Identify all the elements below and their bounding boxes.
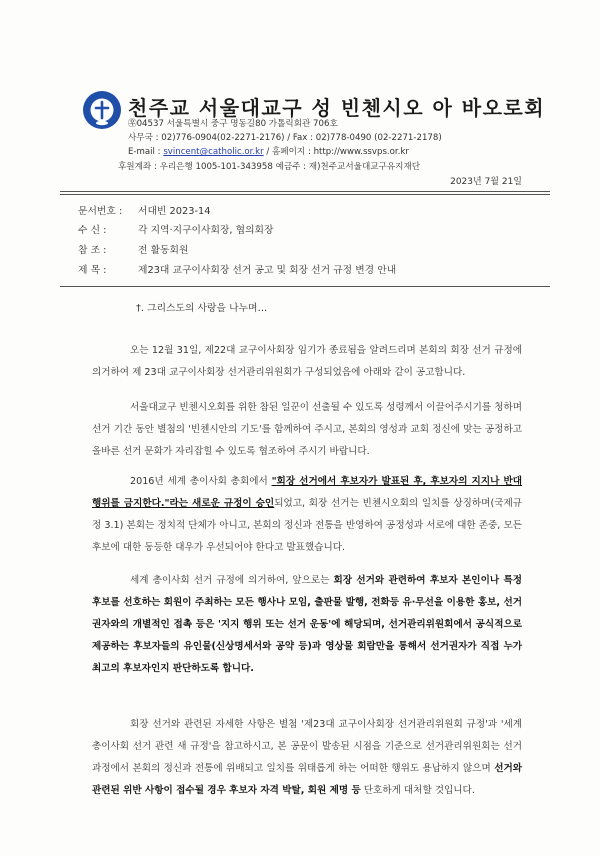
organization-name: 천주교 서울대교구 성 빈첸시오 아 바오로회 — [128, 96, 546, 120]
homepage-link[interactable]: / 홈페이지 : http://www.ssvps.or.kr — [263, 147, 409, 157]
subject-value: 제23대 교구이사회장 선거 공고 및 회장 선거 규정 변경 안내 — [138, 265, 397, 276]
society-logo-icon — [82, 90, 122, 130]
recipient-row — [78, 222, 274, 236]
paragraph-3-rest: 되었고, 회장 선거는 빈첸시오회의 일치를 상징하며(국제규정 3.1) 본회는 정치적 단체가 아니고, 본회의 정신과 전통을 반영하여 공정성과 서로에 대한 존중, 모든 후보에 대한 동등한 대우가 우선되어야 한다고 발표했습니다. — [92, 498, 522, 553]
paragraph-3 — [92, 471, 522, 559]
paragraph-2: 서울대교구 빈첸시오회를 위한 참된 일꾼이 선출될 수 있도록 성령께서 이끌어주시기를 청하며 선거 기간 동안 별첨의 '빈첸시안의 기도'를 함께하여 주시고, 본회의 영성과 교회 정신에 맞는 공정하고 올바른 선거 문화가 자리잡힐 수 있도록 협조하여 주시기 바랍니다. — [92, 402, 522, 457]
address: ㉾04537 서울특별시 중구 명동길80 가톨릭회관 706호 — [128, 119, 338, 129]
paragraph-4 — [92, 570, 522, 680]
email-homepage — [128, 145, 409, 157]
header-divider-thin — [60, 194, 550, 195]
doc-number-label: 문서번호 : — [78, 206, 123, 217]
phone-fax: 사무국 : 02)776-0904(02-2271-2176) / Fax : 02)778-0490 (02-2271-2178) — [128, 133, 442, 143]
subject-row — [78, 262, 396, 276]
paragraph-1: 오는 12월 31일, 제22대 교구이사회장 임기가 종료됨을 알려드리며 본회의 회장 선거 규정에 의거하여 제 23대 교구이사회장 선거관리위원회가 구성되었음에 아래와 같이 공고합니다. — [92, 345, 522, 378]
cc-label: 참 조 : — [78, 245, 107, 256]
paragraph-5-emphasis: 선거와 관련된 위반 사항이 접수될 경우 후보자 자격 박탈, 회원 제명 등 — [92, 763, 522, 796]
subject-label: 제 목 : — [78, 265, 107, 276]
header-divider — [60, 191, 550, 192]
document-date: 2023년 7월 21일 — [450, 177, 522, 187]
email-label: E-mail : — [128, 147, 164, 157]
cc-row — [78, 242, 188, 256]
paragraph-5 — [92, 714, 522, 802]
meta-divider — [60, 286, 550, 287]
paragraph-5-intro: 회장 선거와 관련된 자세한 사항은 별첨 '제23대 교구이사회장 선거관리위원회 규정'과 '세계 총이사회 선거 관련 새 규정'을 참고하시고, 본 공문이 발송된 시점을 기준으로 선거관리위원회는 선거 과정에서 본회의 정신과 전통에 위배되고 일치를 위태롭게 하는 어떠한 행위도 용납하지 않으며 — [92, 719, 522, 774]
recipient-value: 각 지역·지구이사회장, 협의회장 — [138, 225, 274, 236]
paragraph-3-emphasis: "회장 선거에서 후보자가 발표된 후, 후보자의 지지나 반대 행위를 금지한다."라는 새로운 규정이 승인 — [92, 476, 522, 509]
greeting: †. 그리스도의 사랑을 나누며… — [136, 303, 268, 314]
donation-account: 후원계좌 : 우리은행 1005-101-343958 예금주 : 재)천주교서울대교구유지재단 — [118, 162, 421, 172]
doc-number-row — [78, 203, 210, 217]
cc-value: 전 활동회원 — [138, 245, 189, 256]
paragraph-4-intro: 세계 총이사회 선거 규정에 의거하여, 앞으로는 — [130, 575, 334, 586]
recipient-label: 수 신 : — [78, 225, 107, 236]
email-link[interactable]: svincent@catholic.or.kr — [163, 147, 264, 157]
doc-number-value: 서대빈 2023-14 — [138, 206, 211, 217]
paragraph-5-rest: 단호하게 대처할 것입니다. — [360, 785, 475, 796]
paragraph-4-emphasis: 회장 선거와 관련하여 후보자 본인이나 특정 후보를 선호하는 회원이 주최하는 모든 행사나 모임, 출판물 발행, 전화등 유·무선을 이용한 홍보, 선거권자와의 개별적인 접촉 등은 '지지 행위 또는 선거 운동'에 해당되며, 선거관리위원회에서 공식적으로 제공하는 후보자들의 유인물(신상명세서와 공약 등)과 영상물 회람만을 통해서 선거권자가 직접 누가 최고의 후보자인지 판단하도록 합니다. — [92, 575, 522, 674]
paragraph-3-intro: 2016년 세계 총이사회 총회에서 — [130, 476, 272, 487]
